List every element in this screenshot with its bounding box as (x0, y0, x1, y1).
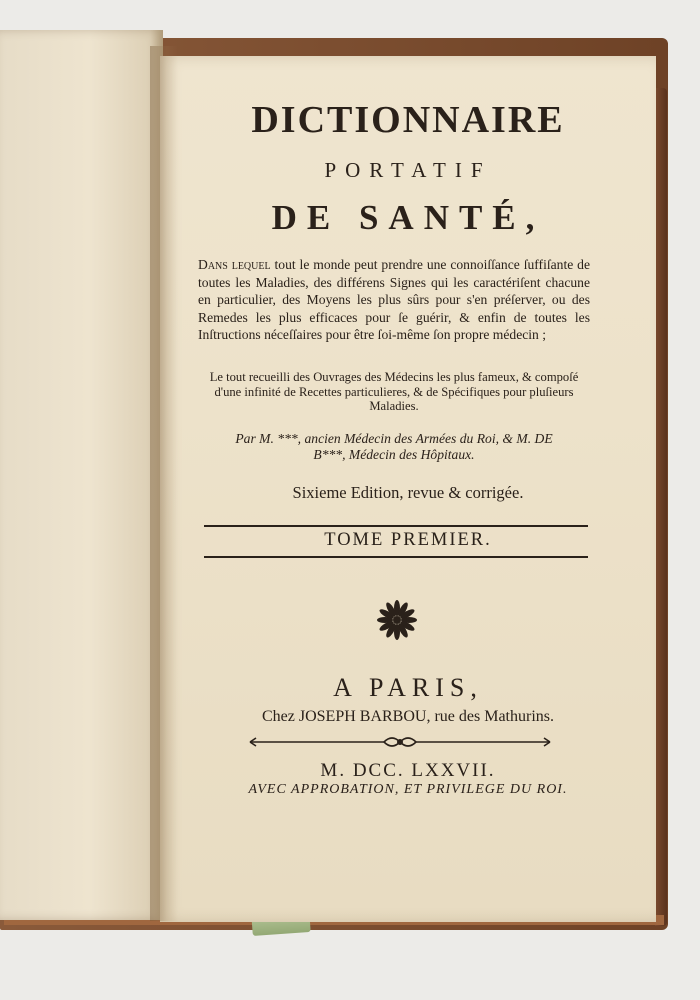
volume-label: TOME PREMIER. (324, 530, 492, 550)
cover-edge (655, 88, 667, 926)
imprint-city: A PARIS, (333, 673, 483, 702)
authors-line-2: B***, Médecin des Hôpitaux. (313, 447, 475, 462)
book-subtitle-portatif: PORTATIF (324, 158, 492, 182)
imprint-year: M. DCC. LXXVII. (320, 760, 496, 781)
description-text: tout le monde peut prendre une connoiſſance ſuffiſante de toutes les Maladies, des différens Signes qui les caractériſent chacune en particulier, des Moyens les plus sûrs pour s'en préſerver, ou des Remedes les plus efficaces pour ſe guérir, & enfin de toutes les Inſtructions néceſſaires pour être ſoi-même ſon propre médecin ; (198, 257, 590, 343)
book-subtitle-sante: DE SANTÉ, (271, 198, 545, 237)
description-lead: Dans lequel (198, 257, 271, 272)
edition-line: Sixieme Edition, revue & corrigée. (292, 483, 524, 502)
description-paragraph (198, 256, 590, 344)
left-page (0, 30, 163, 920)
authors-line-1: Par M. ***, ancien Médecin des Armées du Roi, & M. DE (235, 431, 553, 446)
rule-bottom (204, 556, 588, 558)
ornamental-rule-icon (244, 735, 556, 749)
fleuron-ornament-icon (374, 598, 420, 642)
compilation-note: Le tout recueilli des Ouvrages des Médecins les plus fameux, & compoſé d'une infinité de Recettes particulieres, & de Spécifiques pour pluſieurs Maladies. (209, 370, 579, 413)
rule-top (204, 525, 588, 527)
book-title: DICTIONNAIRE (251, 99, 565, 141)
authors (198, 431, 590, 463)
royal-privilege: AVEC APPROBATION, ET PRIVILEGE DU ROI. (248, 782, 568, 797)
imprint-publisher: Chez JOSEPH BARBOU, rue des Mathurins. (262, 708, 554, 725)
